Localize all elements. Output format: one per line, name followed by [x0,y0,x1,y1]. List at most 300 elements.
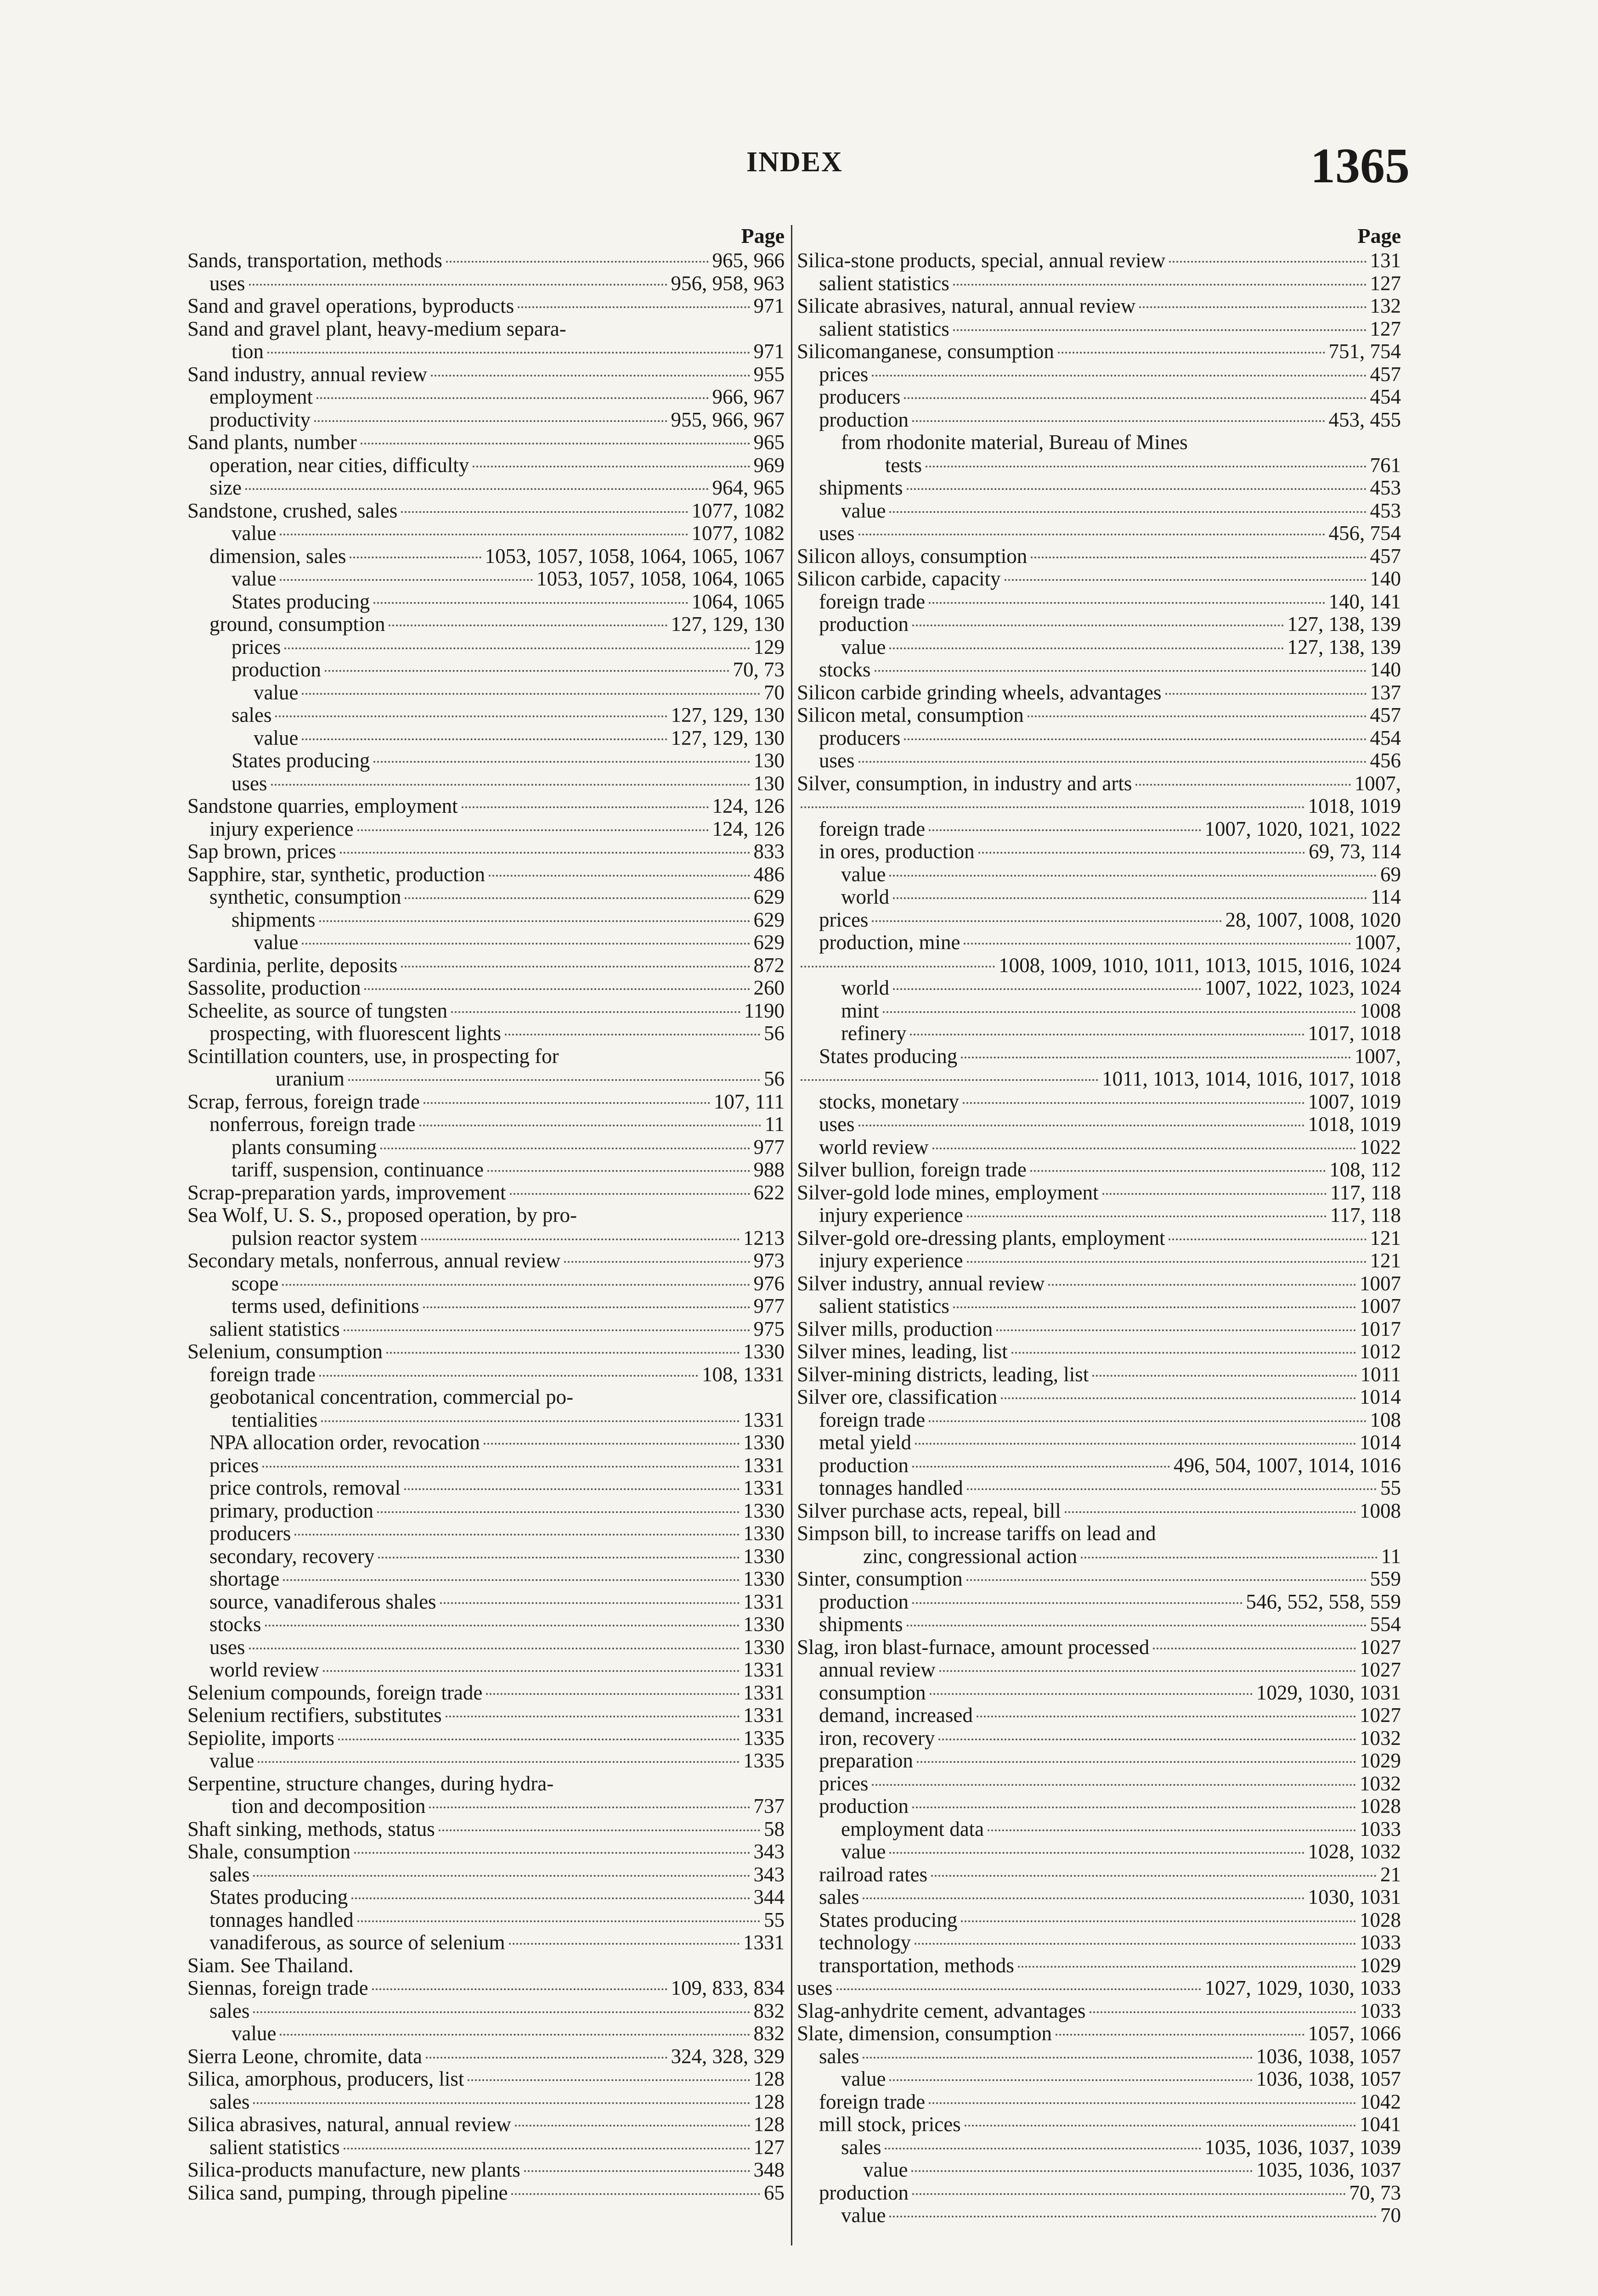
index-entry [187,1500,785,1523]
entry-term: Silica sand, pumping, through pipeline [187,2181,508,2204]
dot-leader [1092,1375,1356,1377]
dot-leader [401,966,750,968]
entry-pages: 1008 [1360,999,1401,1022]
index-entry [187,1840,785,1863]
dot-leader [1011,1352,1356,1354]
entry-pages: 457 [1370,544,1401,568]
entry-term: Sap brown, prices [187,840,336,863]
index-entry [797,1182,1401,1204]
entry-pages: 1007 [1360,1272,1401,1295]
entry-term: States producing [232,590,370,613]
entry-term: production [819,613,909,636]
index-entry [797,1659,1401,1682]
dot-leader [953,1306,1356,1308]
dot-leader [431,375,750,377]
entry-term: value [254,931,299,954]
entry-pages: 1053, 1057, 1058, 1064, 1065, 1067 [485,544,785,568]
entry-term: world [841,886,889,908]
entry-term: foreign trade [819,590,926,613]
entry-term: size [209,477,242,499]
dot-leader [282,1284,750,1286]
dot-leader [1058,352,1325,354]
column-divider [791,225,792,2245]
index-entry [187,2182,785,2205]
dot-leader [321,1420,740,1422]
index-entry [187,1454,785,1477]
index-entry [187,2022,785,2045]
dot-leader [836,1988,1201,1990]
dot-leader [907,1625,1366,1626]
dot-leader [350,557,481,558]
index-entry [187,2113,785,2136]
entry-pages: 1028, 1032 [1308,1840,1401,1863]
entry-pages: 1330 [743,1340,785,1363]
dot-leader [338,1739,740,1740]
entry-term: Selenium compounds, foreign trade [187,1681,483,1704]
dot-leader [930,1693,1253,1695]
entry-pages: 832 [753,2022,785,2045]
entry-pages: 973 [753,1249,785,1272]
index-entry [187,1977,785,2000]
index-entry [187,1227,785,1250]
index-entry [187,1818,785,1841]
entry-pages: 70 [1380,2204,1401,2227]
entry-term: shortage [209,1568,280,1590]
entry-term: metal yield [819,1431,912,1454]
entry-pages: 28, 1007, 1008, 1020 [1225,908,1401,931]
dot-leader [361,443,750,445]
entry-term: salient statistics [819,272,949,295]
dot-leader [1153,1648,1356,1649]
index-entry [187,1295,785,1318]
entry-pages: 955 [753,362,785,386]
entry-pages: 1331 [743,1408,785,1431]
entry-term: Secondary metals, nonferrous, annual review [187,1249,561,1272]
entry-pages: 965, 966 [712,249,785,272]
entry-term: nonferrous, foreign trade [209,1113,416,1136]
index-entry [797,2113,1401,2136]
index-entry [797,431,1401,454]
entry-term: Shaft sinking, methods, status [187,1818,435,1840]
index-column-right [797,223,1401,2227]
dot-leader [907,488,1366,490]
index-entry [797,1022,1401,1045]
index-entry [797,954,1401,977]
entry-pages: 1014 [1360,1431,1401,1454]
entry-pages: 121 [1370,1249,1401,1272]
entry-pages: 1011, 1013, 1014, 1016, 1017, 1018 [1102,1067,1401,1090]
entry-term: Sapphire, star, synthetic, production [187,863,486,886]
dot-leader [965,2125,1356,2127]
index-entry [187,1773,785,1795]
entry-term: salient statistics [209,1317,340,1340]
entry-pages: 1036, 1038, 1057 [1256,2044,1401,2068]
entry-term: secondary, recovery [209,1545,375,1568]
entry-term: NPA allocation order, revocation [209,1431,480,1454]
index-entry [797,318,1401,341]
entry-pages: 127 [1370,271,1401,295]
entry-term: world [841,977,889,999]
index-entry [797,2159,1401,2182]
index-entry [797,1318,1401,1341]
dot-leader [505,1034,760,1035]
dot-leader [1048,1284,1356,1286]
index-entry [797,636,1401,659]
entry-term: tests [885,454,922,477]
index-entry [187,1409,785,1432]
entry-term: preparation [819,1750,913,1772]
dot-leader [926,466,1366,467]
entry-pages: 140 [1370,658,1401,681]
entry-term: Sandstone, crushed, sales [187,499,398,522]
entry-term: Sandstone quarries, employment [187,795,458,817]
entry-list [797,249,1401,2227]
index-entry [187,1022,785,1045]
index-entry [797,1249,1401,1272]
entry-pages: 1030, 1031 [1308,1885,1401,1908]
index-entry [797,931,1401,954]
dot-leader [319,1375,698,1377]
dot-leader [858,761,1366,763]
dot-leader [314,420,667,422]
entry-pages: 1027 [1360,1658,1401,1681]
index-entry [797,772,1401,795]
entry-pages: 1077, 1082 [691,499,785,522]
entry-pages: 1057, 1066 [1308,2022,1401,2045]
entry-term: consumption [819,1681,926,1704]
entry-pages: 833 [753,840,785,863]
entry-pages: 977 [753,1294,785,1317]
entry-pages: 1330 [743,1431,785,1454]
entry-term: Sands, transportation, methods [187,249,442,272]
index-entry [187,863,785,886]
entry-pages: 1007, [1354,771,1401,795]
entry-pages: 1330 [743,1567,785,1590]
entry-term: production [819,1795,909,1818]
entry-pages: 955, 966, 967 [671,408,785,431]
entry-pages: 1007, [1354,1044,1401,1068]
entry-pages: 127 [753,2135,785,2159]
index-entry [797,1363,1401,1386]
entry-term: Scintillation counters, use, in prospecting for [187,1045,559,1068]
dot-leader [340,852,750,854]
entry-pages: 457 [1370,362,1401,386]
entry-pages: 140, 141 [1328,590,1401,613]
entry-term: employment data [841,1818,984,1840]
entry-pages: 969 [753,453,785,477]
entry-pages: 69 [1380,862,1401,886]
entry-term: value [232,568,277,590]
index-entry [187,1636,785,1659]
entry-pages: 1007, 1019 [1308,1090,1401,1113]
index-entry [187,591,785,613]
index-entry [187,1113,785,1136]
entry-term: uses [819,522,855,545]
entry-term: Silicate abrasives, natural, annual review [797,295,1136,317]
entry-pages: 108 [1370,1408,1401,1431]
entry-term: production [819,2181,909,2204]
dot-leader [964,943,1350,945]
dot-leader [564,1261,750,1263]
index-entry [187,818,785,841]
entry-term: Sierra Leone, chromite, data [187,2045,423,2068]
entry-term: foreign trade [819,1408,926,1431]
index-entry [797,840,1401,863]
entry-term: value [232,522,277,545]
index-entry [797,1773,1401,1795]
index-entry [797,1091,1401,1114]
index-entry [187,2159,785,2182]
entry-pages: 457 [1370,703,1401,726]
entry-pages: 629 [753,908,785,931]
index-entry [797,2182,1401,2205]
entry-term: production, mine [819,931,960,954]
dot-leader [473,466,750,467]
entry-term: productivity [209,408,311,431]
entry-pages: 1330 [743,1635,785,1659]
entry-pages: 737 [753,1795,785,1818]
entry-term: Serpentine, structure changes, during hydra- [187,1772,554,1795]
index-entry [187,568,785,591]
entry-pages: 1022 [1360,1135,1401,1159]
entry-pages: 343 [753,1863,785,1886]
entry-term: from rhodonite material, Bureau of Mines [841,431,1188,454]
entry-pages: 55 [1380,1476,1401,1499]
entry-term: Silver mills, production [797,1317,993,1340]
index-entry [187,1795,785,1818]
index-entry [797,1909,1401,1932]
entry-pages: 107, 111 [713,1090,785,1113]
entry-pages: 1032 [1360,1726,1401,1750]
dot-leader [1081,1557,1378,1559]
dot-leader [967,1261,1366,1263]
index-entry [797,658,1401,681]
dot-leader [280,534,688,535]
entry-pages: 1011 [1360,1362,1401,1386]
index-entry [797,1477,1401,1500]
index-entry [187,2136,785,2159]
dot-leader [510,1193,750,1195]
dot-leader [1001,1397,1356,1399]
index-entry [797,1227,1401,1250]
dot-leader [858,534,1325,535]
entry-pages: 629 [753,885,785,908]
dot-leader [1005,579,1366,581]
entry-term: Silica abrasives, natural, annual review [187,2113,511,2136]
index-entry [187,1545,785,1568]
entry-term: sales [819,2045,859,2068]
entry-pages: 1330 [743,1499,785,1522]
entry-pages: 140 [1370,567,1401,590]
entry-term: Sassolite, production [187,977,361,999]
entry-term: geobotanical concentration, commercial po- [209,1386,574,1408]
index-entry [187,1386,785,1409]
dot-leader [280,2034,750,2036]
dot-leader [996,1329,1356,1331]
dot-leader [389,625,667,626]
entry-pages: 127, 129, 130 [671,703,785,726]
index-entry [187,704,785,727]
entry-term: Simpson bill, to increase tariffs on lead and [797,1522,1156,1545]
entry-term: production [819,1590,909,1613]
entry-term: States producing [209,1886,348,1908]
index-entry [797,613,1401,636]
entry-pages: 1035, 1036, 1037, 1039 [1204,2135,1401,2159]
entry-pages: 1029 [1360,1953,1401,1977]
dot-leader [967,1216,1327,1217]
entry-pages: 1028 [1360,1908,1401,1931]
entry-pages: 554 [1370,1613,1401,1636]
entry-pages: 1053, 1057, 1058, 1064, 1065 [536,567,785,590]
dot-leader [893,897,1367,899]
dot-leader [280,579,533,581]
entry-pages: 108, 112 [1329,1158,1401,1181]
running-head: INDEX [746,146,843,178]
dot-leader [863,1897,1304,1899]
entry-pages: 453 [1370,476,1401,499]
index-entry [187,1704,785,1727]
entry-term: tariff, suspension, continuance [232,1159,484,1181]
index-entry [797,704,1401,727]
index-entry [187,1954,785,1977]
dot-leader [351,1897,750,1899]
dot-leader [967,1488,1377,1490]
index-entry [187,727,785,750]
entry-term: salient statistics [819,317,949,340]
index-entry [797,2045,1401,2068]
entry-pages: 1036, 1038, 1057 [1256,2067,1401,2090]
dot-leader [429,1806,750,1808]
dot-leader [275,715,667,717]
entry-term: foreign trade [819,817,926,840]
dot-leader [302,943,750,945]
page-number: 1365 [1310,139,1410,193]
dot-leader [258,1761,740,1763]
index-entry [187,1477,785,1500]
entry-pages: 456, 754 [1328,522,1401,545]
index-entry [187,1750,785,1773]
index-entry [187,545,785,568]
entry-term: States producing [232,749,370,772]
index-entry [797,2204,1401,2227]
dot-leader [978,852,1305,854]
index-entry [187,1068,785,1091]
index-entry [797,1954,1401,1977]
index-entry [797,1568,1401,1591]
entry-pages: 486 [753,862,785,886]
dot-leader [1169,1238,1366,1240]
index-entry [797,1977,1401,2000]
index-entry [187,1045,785,1068]
entry-term: uranium [276,1068,344,1090]
index-entry [797,727,1401,750]
entry-pages: 1027 [1360,1704,1401,1727]
entry-pages: 965 [753,431,785,454]
index-entry [187,1431,785,1454]
index-entry [187,749,785,772]
index-entry [187,613,785,636]
entry-pages: 324, 328, 329 [671,2044,785,2068]
entry-term: injury experience [209,817,354,840]
entry-pages: 56 [764,1067,785,1090]
entry-term: producers [209,1522,291,1545]
index-entry [797,1613,1401,1636]
entry-term: producers [819,386,901,408]
entry-term: Silicon metal, consumption [797,704,1024,726]
dot-leader [380,1148,750,1149]
entry-term: value [863,2159,908,2181]
entry-term: sales [209,2090,250,2113]
dot-leader [1056,2034,1304,2036]
entry-pages: 121 [1370,1226,1401,1249]
index-entry [187,2091,785,2114]
entry-pages: 1213 [743,1226,785,1249]
dot-leader [377,1511,740,1513]
dot-leader [893,988,1201,990]
entry-pages: 988 [753,1158,785,1181]
index-entry [187,318,785,341]
dot-leader [372,1988,667,1990]
entry-pages: 109, 833, 834 [671,1976,785,1999]
entry-pages: 70, 73 [733,658,785,681]
index-entry [187,795,785,818]
entry-term: technology [819,1931,911,1954]
entry-term: Silver mines, leading, list [797,1340,1008,1363]
index-entry [187,340,785,363]
entry-term: Sand plants, number [187,431,357,454]
dot-leader [912,625,1284,626]
entry-pages: 1007 [1360,1294,1401,1317]
dot-leader [932,1148,1356,1149]
index-entry [797,2136,1401,2159]
dot-leader [271,784,750,786]
entry-term: prices [819,363,869,386]
dot-leader [302,738,667,740]
entry-pages: 117, 118 [1330,1204,1401,1227]
index-entry [187,272,785,295]
index-entry [797,295,1401,318]
index-entry [797,886,1401,909]
dot-leader [911,2170,1253,2172]
index-entry [187,431,785,454]
entry-term: tonnages handled [209,1908,354,1931]
dot-leader [1135,784,1350,786]
index-entry [797,1454,1401,1477]
entry-pages: 1331 [743,1704,785,1727]
entry-term: price controls, removal [209,1477,401,1499]
entry-term: value [254,681,299,704]
dot-leader [912,420,1325,422]
entry-term: Siam. See Thailand. [187,1954,354,1977]
dot-leader [929,602,1325,604]
entry-term: Sea Wolf, U. S. S., proposed operation, by pro- [187,1204,577,1227]
entry-term: value [841,2204,886,2227]
entry-term: Silver industry, annual review [797,1272,1045,1295]
entry-term: injury experience [819,1204,963,1227]
dot-leader [961,1057,1351,1058]
entry-term: injury experience [819,1249,963,1272]
entry-pages: 1331 [743,1476,785,1499]
entry-term: Scheelite, as source of tungsten [187,999,448,1022]
entry-term: shipments [232,908,316,931]
dot-leader [1018,1966,1356,1968]
index-entry [187,909,785,932]
entry-term: primary, production [209,1499,373,1522]
index-entry [187,1682,785,1705]
index-entry [797,1159,1401,1182]
dot-leader [357,829,709,831]
entry-pages: 1064, 1065 [691,590,785,613]
